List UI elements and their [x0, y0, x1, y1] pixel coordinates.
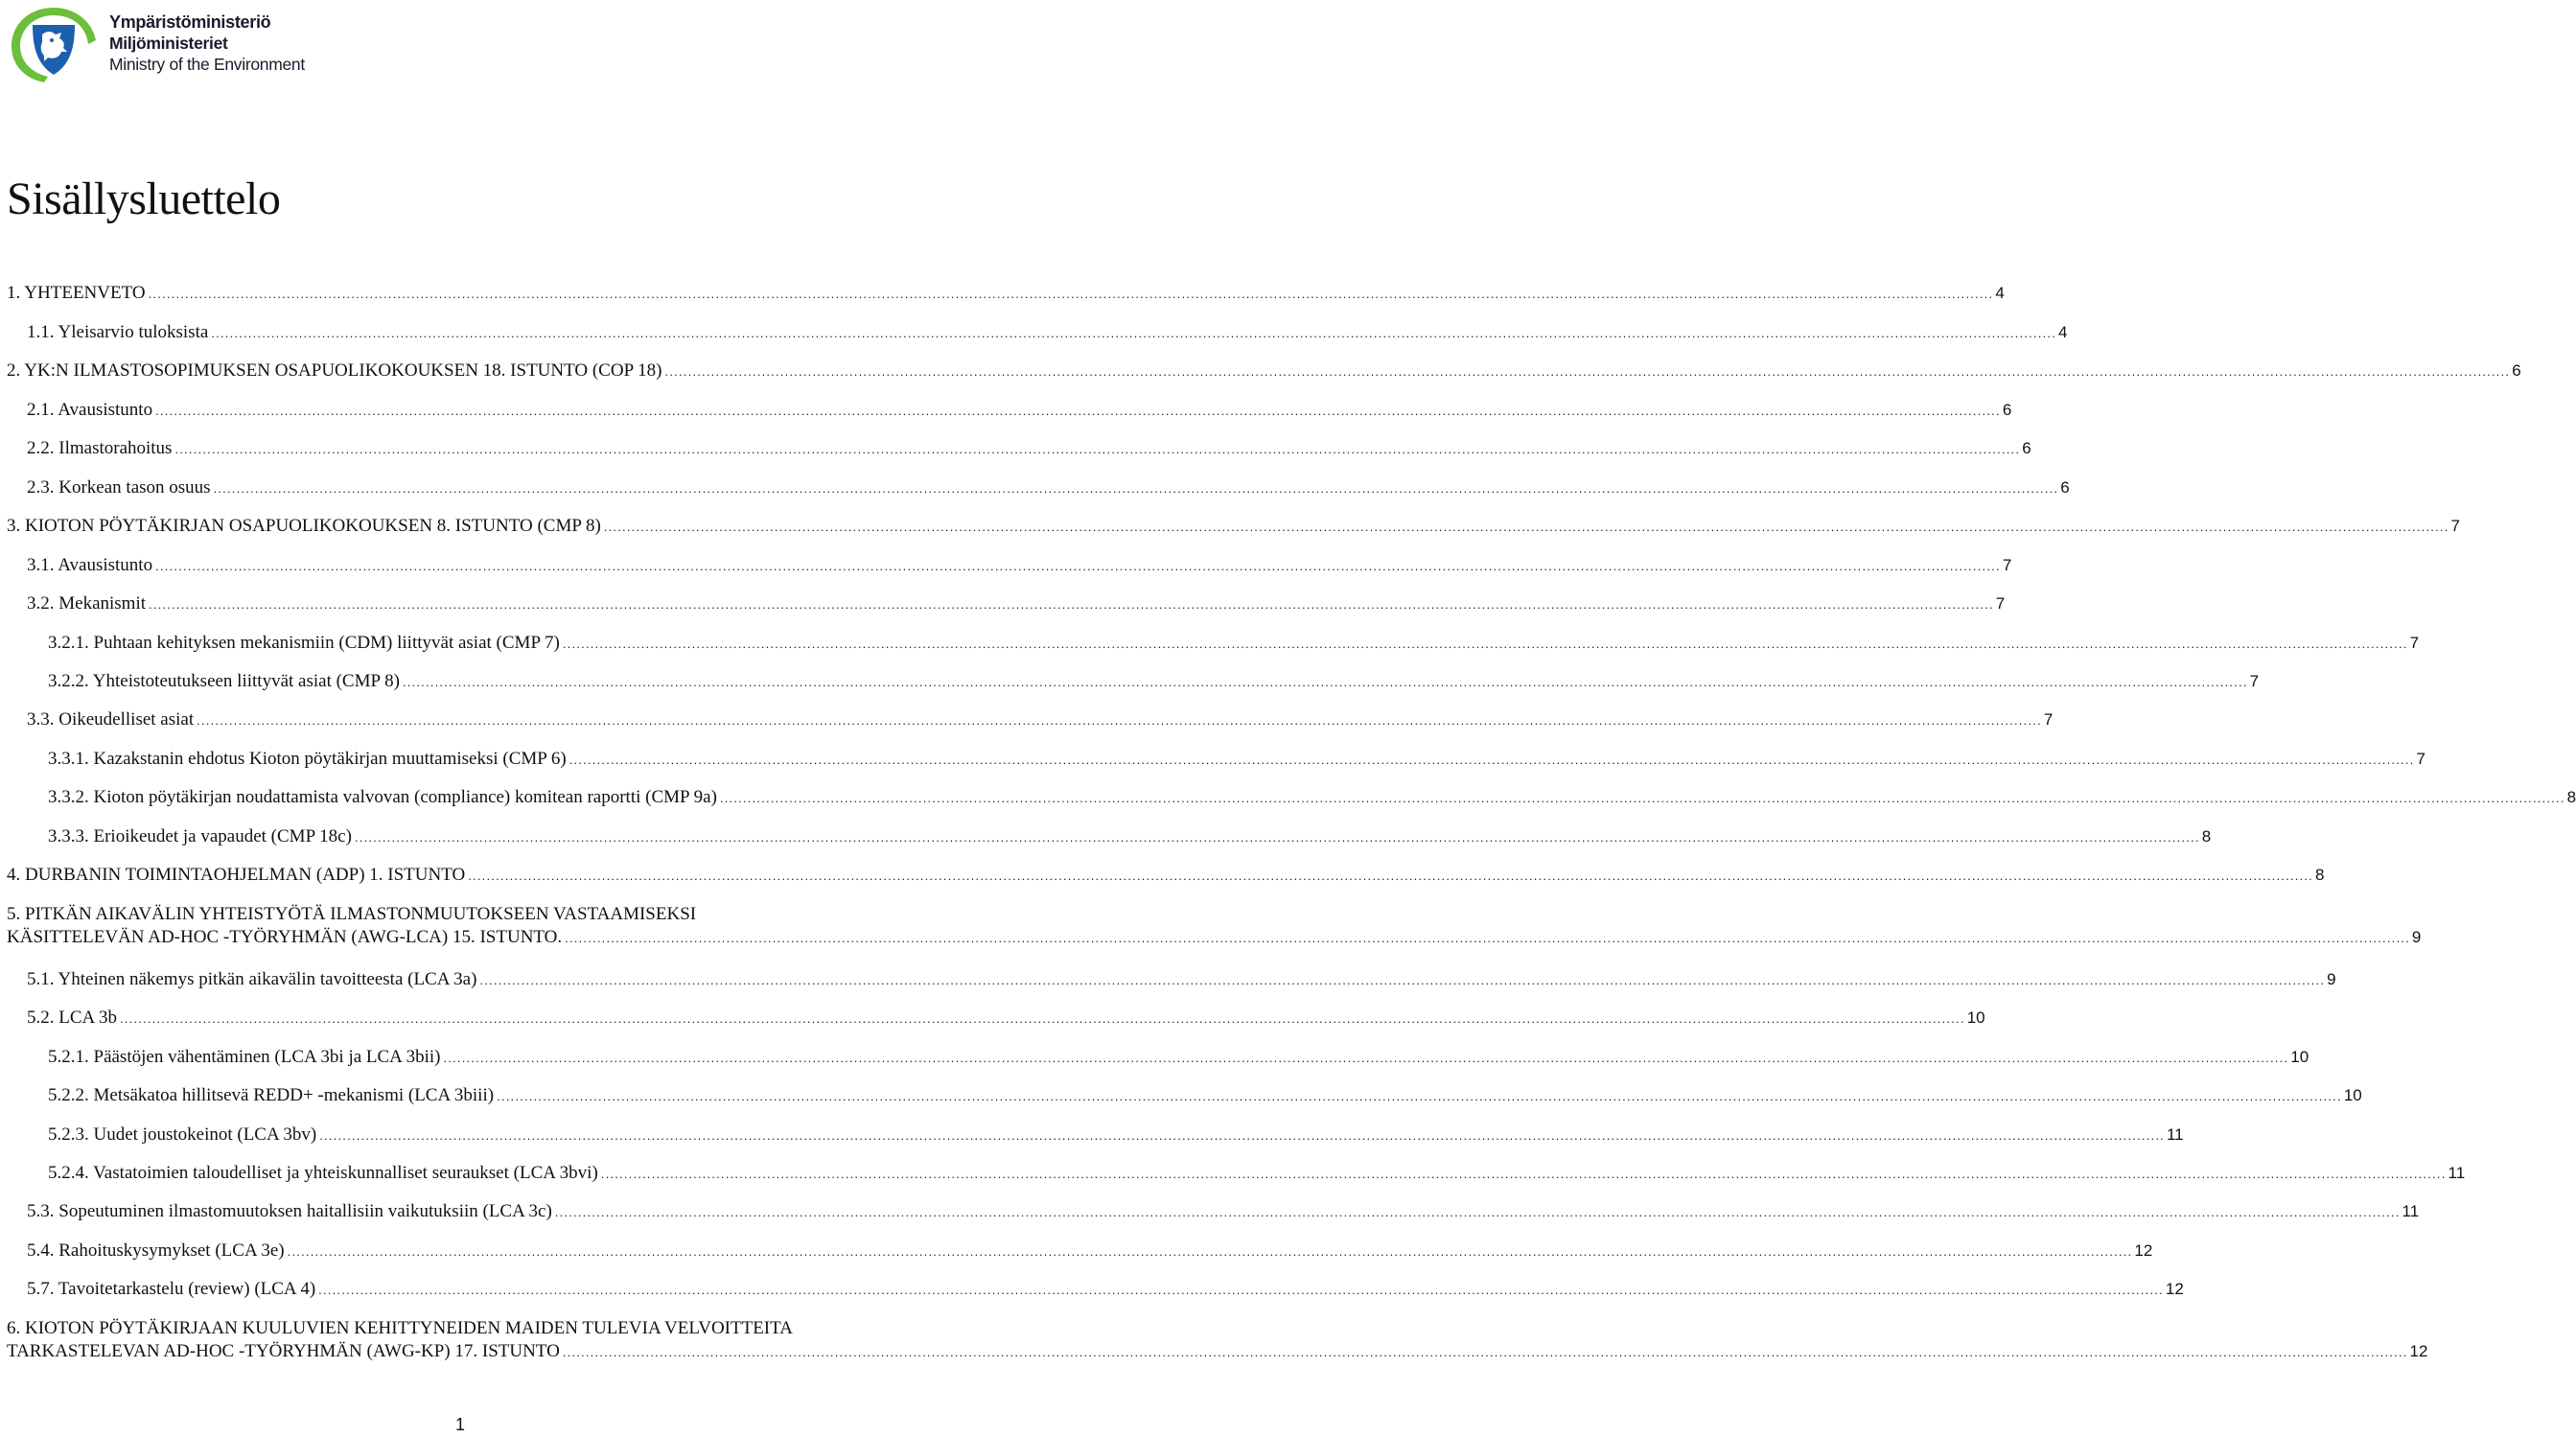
toc-entry-page: 8 — [2566, 788, 2576, 806]
toc-entry-page: 7 — [2043, 710, 2054, 729]
page-title: Sisällysluettelo — [7, 174, 281, 224]
toc-entry-page: 12 — [2165, 1280, 2184, 1298]
toc-entry[interactable] — [0, 825, 2212, 849]
toc-leader-dots: ................................................................................................................................................................................................................................................................................................................................................................................................................ — [211, 326, 2057, 340]
toc-entry-label: 3.3.2. Kioton pöytäkirjan noudattamista valvovan (compliance) komitean raportti (CMP 9a) — [48, 787, 717, 807]
toc-leader-dots: ................................................................................................................................................................................................................................................................................................................................................................................................................ — [155, 404, 2001, 418]
toc-entry[interactable] — [0, 1278, 2184, 1302]
toc-entry[interactable] — [0, 1046, 2309, 1070]
toc-entry-label: 5.4. Rahoituskysymykset (LCA 3e) — [27, 1240, 285, 1261]
toc-entry-page: 11 — [2402, 1202, 2420, 1220]
toc-leader-dots: ................................................................................................................................................................................................................................................................................................................................................................................................................ — [119, 1011, 1965, 1026]
toc-entry-page: 9 — [2411, 928, 2422, 946]
toc-entry[interactable] — [0, 1240, 2153, 1263]
toc-entry[interactable] — [0, 1124, 2184, 1147]
toc-entry-page: 8 — [2314, 866, 2325, 884]
page-number: 1 — [454, 1415, 465, 1434]
toc-entry[interactable] — [0, 632, 2420, 656]
toc-leader-dots: ................................................................................................................................................................................................................................................................................................................................................................................................................ — [174, 442, 2021, 456]
toc-entry-label: 1. YHTEENVETO — [7, 283, 146, 303]
toc-entry[interactable] — [0, 670, 2260, 694]
toc-entry-label: 5.2. LCA 3b — [27, 1008, 117, 1028]
toc-entry-label: 5.7. Tavoitetarkastelu (review) (LCA 4) — [27, 1279, 316, 1299]
toc-entry-label: 2.3. Korkean tason osuus — [27, 477, 211, 498]
toc-entry-page: 4 — [2058, 323, 2068, 341]
toc-entry-label: KÄSITTELEVÄN AD-HOC -TYÖRYHMÄN (AWG-LCA) 15. ISTUNTO. — [7, 927, 563, 947]
toc-entry-label: 3.3. Oikeudelliset asiat — [27, 709, 195, 730]
toc-entry-page: 11 — [2448, 1164, 2466, 1182]
toc-leader-dots: ................................................................................................................................................................................................................................................................................................................................................................................................................ — [149, 597, 1994, 612]
toc-leader-dots: ................................................................................................................................................................................................................................................................................................................................................................................................................ — [600, 1167, 2447, 1181]
toc-entry-page: 8 — [2201, 827, 2212, 846]
toc-entry-label: 1.1. Yleisarvio tuloksista — [27, 322, 209, 342]
toc-leader-dots: ................................................................................................................................................................................................................................................................................................................................................................................................................ — [402, 675, 2248, 689]
toc-entry-label: 3.2.1. Puhtaan kehityksen mekanismiin (CDM) liittyvät asiat (CMP 7) — [48, 633, 560, 653]
toc-entry-label: 2.2. Ilmastorahoitus — [27, 438, 173, 458]
toc-entry[interactable] — [0, 1084, 2362, 1108]
toc-entry-page: 10 — [1966, 1008, 1985, 1027]
toc-entry-page: 6 — [2512, 361, 2521, 380]
toc-entry-label: TARKASTELEVAN AD-HOC -TYÖRYHMÄN (AWG-KP) 17. ISTUNTO — [7, 1341, 560, 1361]
toc-entry[interactable] — [0, 968, 2336, 992]
toc-leader-dots: ................................................................................................................................................................................................................................................................................................................................................................................................................ — [664, 364, 2511, 379]
toc-leader-dots: ................................................................................................................................................................................................................................................................................................................................................................................................................ — [213, 481, 2059, 496]
toc-entry-page: 7 — [2249, 672, 2260, 690]
toc-entry-label: 3.3.1. Kazakstanin ehdotus Kioton pöytäkirjan muuttamiseksi (CMP 6) — [48, 749, 567, 769]
toc-entry-label: 5.2.2. Metsäkatoa hillitsevä REDD+ -mekanismi (LCA 3biii) — [48, 1085, 495, 1105]
toc-entry[interactable] — [0, 282, 2005, 306]
toc-entry[interactable] — [0, 554, 2012, 578]
toc-leader-dots: ................................................................................................................................................................................................................................................................................................................................................................................................................ — [443, 1051, 2289, 1065]
toc-entry-page: 7 — [2416, 750, 2425, 768]
toc-leader-dots: ................................................................................................................................................................................................................................................................................................................................................................................................................ — [318, 1283, 2164, 1297]
toc-entry-label: 2. YK:N ILMASTOSOPIMUKSEN OSAPUOLIKOKOUKSEN 18. ISTUNTO (COP 18) — [7, 360, 662, 381]
toc-entry-page: 11 — [2166, 1125, 2184, 1144]
toc-entry-page: 9 — [2327, 970, 2336, 988]
toc-leader-dots: ................................................................................................................................................................................................................................................................................................................................................................................................................ — [479, 973, 2326, 987]
ministry-emblem-icon — [6, 2, 102, 88]
toc-entry[interactable] — [0, 592, 2006, 616]
logo-line-finnish: Ympäristöministeriö — [109, 12, 271, 32]
toc-entry[interactable] — [0, 786, 2576, 810]
toc-entry-page: 12 — [2409, 1342, 2428, 1360]
logo-line-swedish: Miljöministeriet — [109, 34, 228, 53]
toc-entry[interactable] — [0, 476, 2070, 500]
toc-entry-label: 5.2.4. Vastatoimien taloudelliset ja yhteiskunnalliset seuraukset (LCA 3bvi) — [48, 1163, 598, 1183]
toc-entry[interactable] — [0, 399, 2012, 423]
toc-leader-dots: ................................................................................................................................................................................................................................................................................................................................................................................................................ — [562, 637, 2408, 651]
toc-entry[interactable] — [0, 1317, 2428, 1364]
toc-leader-dots: ................................................................................................................................................................................................................................................................................................................................................................................................................ — [569, 753, 2415, 767]
toc-entry-label: 5.1. Yhteinen näkemys pitkän aikavälin tavoitteesta (LCA 3a) — [27, 969, 477, 989]
toc-entry-page: 7 — [2450, 517, 2461, 535]
toc-leader-dots: ................................................................................................................................................................................................................................................................................................................................................................................................................ — [719, 791, 2565, 805]
toc-entry[interactable] — [0, 903, 2422, 950]
toc-entry[interactable] — [0, 515, 2461, 539]
toc-entry-label: 4. DURBANIN TOIMINTAOHJELMAN (ADP) 1. ISTUNTO — [7, 865, 466, 885]
toc-entry-page: 6 — [2022, 439, 2031, 457]
toc-entry-label: 5.3. Sopeutuminen ilmastomuutoksen haitallisiin vaikutuksiin (LCA 3c) — [27, 1201, 552, 1221]
ministry-logo — [6, 2, 332, 88]
toc-entry-page: 4 — [1995, 284, 2005, 302]
toc-entry[interactable] — [0, 1200, 2420, 1224]
toc-entry-label: 2.1. Avausistunto — [27, 400, 153, 420]
toc-leader-dots: ................................................................................................................................................................................................................................................................................................................................................................................................................ — [354, 830, 2200, 845]
toc-entry-page: 10 — [2343, 1086, 2362, 1104]
toc-leader-dots: ................................................................................................................................................................................................................................................................................................................................................................................................................ — [554, 1205, 2401, 1219]
toc-entry-label-line1: 5. PITKÄN AIKAVÄLIN YHTEISTYÖTÄ ILMASTONMUUTOKSEEN VASTAAMISEKSI — [7, 904, 697, 924]
toc-leader-dots: ................................................................................................................................................................................................................................................................................................................................................................................................................ — [468, 869, 2313, 883]
toc-leader-dots: ................................................................................................................................................................................................................................................................................................................................................................................................................ — [148, 287, 1994, 301]
toc-entry-label: 3. KIOTON PÖYTÄKIRJAN OSAPUOLIKOKOUKSEN 8. ISTUNTO (CMP 8) — [7, 516, 601, 536]
logo-line-english: Ministry of the Environment — [109, 55, 305, 74]
toc-entry-label: 3.1. Avausistunto — [27, 555, 153, 575]
toc-leader-dots: ................................................................................................................................................................................................................................................................................................................................................................................................................ — [562, 1345, 2408, 1359]
toc-entry-label: 5.2.1. Päästöjen vähentäminen (LCA 3bi ja LCA 3bii) — [48, 1047, 441, 1067]
toc-entry-page: 7 — [2002, 556, 2012, 574]
toc-entry-page: 6 — [2060, 478, 2070, 497]
toc-entry[interactable] — [0, 359, 2521, 383]
toc-leader-dots: ................................................................................................................................................................................................................................................................................................................................................................................................................ — [155, 559, 2001, 573]
toc-entry-label: 5.2.3. Uudet joustokeinot (LCA 3bv) — [48, 1124, 317, 1145]
toc-entry[interactable] — [0, 708, 2054, 732]
toc-entry[interactable] — [0, 1162, 2466, 1186]
toc-entry-page: 10 — [2290, 1048, 2309, 1066]
toc-leader-dots: ................................................................................................................................................................................................................................................................................................................................................................................................................ — [197, 713, 2042, 728]
toc-entry-page: 6 — [2002, 401, 2012, 419]
toc-leader-dots: ................................................................................................................................................................................................................................................................................................................................................................................................................ — [565, 931, 2410, 945]
toc-entry-page: 7 — [2409, 634, 2420, 652]
toc-entry-label: 3.3.3. Erioikeudet ja vapaudet (CMP 18c) — [48, 826, 352, 846]
toc-entry[interactable] — [0, 748, 2425, 772]
toc-entry-page: 7 — [1995, 594, 2006, 613]
toc-leader-dots: ................................................................................................................................................................................................................................................................................................................................................................................................................ — [497, 1089, 2342, 1103]
toc-entry[interactable] — [0, 321, 2068, 345]
toc-entry[interactable] — [0, 1007, 1985, 1031]
toc-entry-label: 3.2.2. Yhteistoteutukseen liittyvät asiat (CMP 8) — [48, 671, 400, 691]
toc-leader-dots: ................................................................................................................................................................................................................................................................................................................................................................................................................ — [603, 520, 2449, 534]
toc-entry-label: 3.2. Mekanismit — [27, 593, 147, 614]
toc-entry[interactable] — [0, 437, 2031, 461]
toc-entry-label-line1: 6. KIOTON PÖYTÄKIRJAAN KUULUVIEN KEHITTYNEIDEN MAIDEN TULEVIA VELVOITTEITA — [7, 1318, 793, 1338]
toc-leader-dots: ................................................................................................................................................................................................................................................................................................................................................................................................................ — [319, 1128, 2165, 1143]
toc-leader-dots: ................................................................................................................................................................................................................................................................................................................................................................................................................ — [287, 1244, 2133, 1259]
toc-entry[interactable] — [0, 864, 2325, 888]
toc-entry-page: 12 — [2134, 1241, 2153, 1260]
